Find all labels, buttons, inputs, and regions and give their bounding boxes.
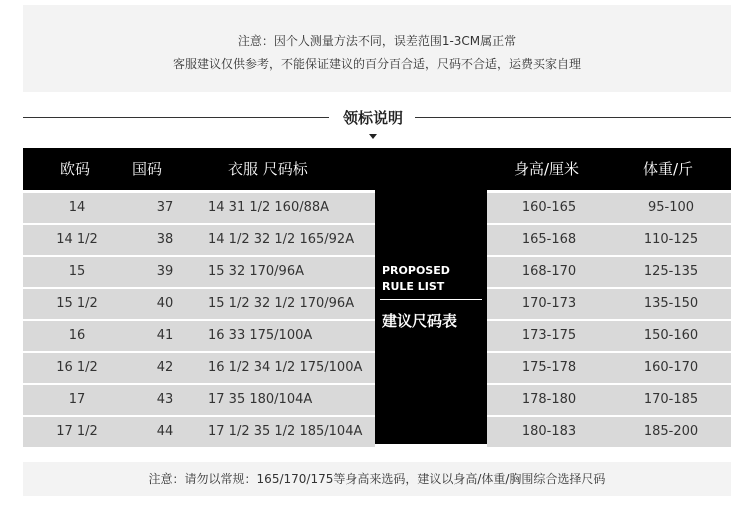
cell-size: 14 31 1/2 160/88A xyxy=(199,193,375,223)
cell-cn: 40 xyxy=(131,289,199,319)
proposed-label-line2: RULE LIST xyxy=(382,280,445,293)
cell-eu: 16 xyxy=(23,321,131,351)
cell-cn: 43 xyxy=(131,385,199,415)
cell-eu: 16 1/2 xyxy=(23,353,131,383)
title-rule-right xyxy=(415,117,731,118)
notice-line-1: 注意：因个人测量方法不同，误差范围1-3CM属正常 xyxy=(237,34,517,48)
cell-eu: 15 1/2 xyxy=(23,289,131,319)
title-rule-left xyxy=(23,117,329,118)
header-size: 衣服 尺码标 xyxy=(228,160,308,178)
cell-weight: 185-200 xyxy=(611,417,731,447)
bottom-notice: 注意：请勿以常规：165/170/175等身高来选码，建议以身高/体重/胸围综合选择尺码 xyxy=(23,462,731,496)
notice-line-2: 客服建议仅供参考，不能保证建议的百分百合适，尺码不合适，运费买家自理 xyxy=(172,57,581,71)
cell-cn: 41 xyxy=(131,321,199,351)
cell-weight: 95-100 xyxy=(611,193,731,223)
top-notice xyxy=(23,5,731,92)
cell-eu: 17 xyxy=(23,385,131,415)
header-height: 身高/厘米 xyxy=(514,160,580,178)
cell-cn: 37 xyxy=(131,193,199,223)
proposed-label-line1: PROPOSED xyxy=(382,264,450,277)
cell-height: 160-165 xyxy=(487,193,611,223)
cell-size: 17 35 180/104A xyxy=(199,385,375,415)
proposed-rule-panel xyxy=(375,190,487,444)
caret-down-icon xyxy=(369,134,377,139)
cell-weight: 110-125 xyxy=(611,225,731,255)
cell-size: 16 33 175/100A xyxy=(199,321,375,351)
cell-size: 15 1/2 32 1/2 170/96A xyxy=(199,289,375,319)
cell-size: 16 1/2 34 1/2 175/100A xyxy=(199,353,375,383)
cell-weight: 150-160 xyxy=(611,321,731,351)
section-title xyxy=(23,103,731,143)
cell-eu: 14 1/2 xyxy=(23,225,131,255)
cell-eu: 15 xyxy=(23,257,131,287)
cell-size: 14 1/2 32 1/2 165/92A xyxy=(199,225,375,255)
cell-weight: 160-170 xyxy=(611,353,731,383)
cell-cn: 44 xyxy=(131,417,199,447)
section-title-text: 领标说明 xyxy=(342,109,403,127)
cell-cn: 39 xyxy=(131,257,199,287)
cell-size: 15 32 170/96A xyxy=(199,257,375,287)
cell-height: 170-173 xyxy=(487,289,611,319)
cell-weight: 135-150 xyxy=(611,289,731,319)
header-weight: 体重/斤 xyxy=(643,160,694,178)
header-eu: 欧码 xyxy=(60,160,91,178)
cell-height: 175-178 xyxy=(487,353,611,383)
cell-height: 168-170 xyxy=(487,257,611,287)
cell-height: 178-180 xyxy=(487,385,611,415)
cell-height: 173-175 xyxy=(487,321,611,351)
cell-size: 17 1/2 35 1/2 185/104A xyxy=(199,417,375,447)
table-header xyxy=(23,148,731,190)
cell-height: 180-183 xyxy=(487,417,611,447)
proposed-label-cn: 建议尺码表 xyxy=(382,312,458,330)
cell-weight: 170-185 xyxy=(611,385,731,415)
cell-eu: 14 xyxy=(23,193,131,223)
cell-height: 165-168 xyxy=(487,225,611,255)
cell-weight: 125-135 xyxy=(611,257,731,287)
header-cn: 国码 xyxy=(132,160,163,178)
cell-cn: 38 xyxy=(131,225,199,255)
cell-eu: 17 1/2 xyxy=(23,417,131,447)
proposed-divider xyxy=(380,299,482,300)
cell-cn: 42 xyxy=(131,353,199,383)
